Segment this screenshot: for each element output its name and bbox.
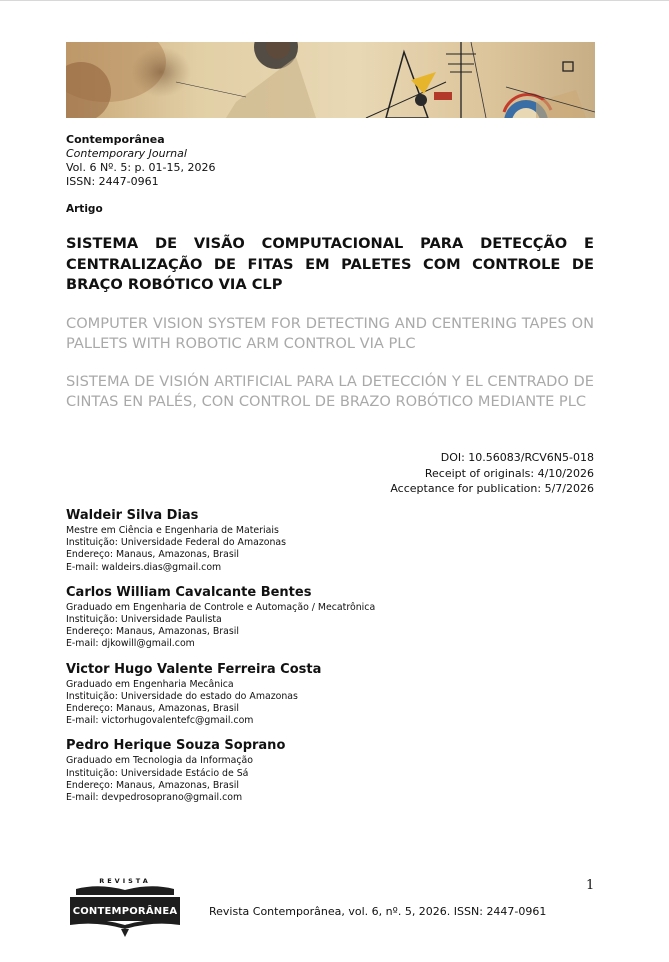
author-block <box>66 661 606 728</box>
title-spanish: SISTEMA DE VISIÓN ARTIFICIAL PARA LA DETECCIÓN Y EL CENTRADO DE CINTAS EN PALÉS, CON CONTROL DE BRAZO ROBÓTICO MEDIANTE PLC <box>66 373 594 410</box>
page-number: 1 <box>586 878 595 893</box>
author-block <box>66 737 606 804</box>
author-list <box>66 507 606 814</box>
author-block <box>66 507 606 574</box>
abstract-painting-image <box>66 42 595 118</box>
author-email[interactable]: E-mail: waldeirs.dias@gmail.com <box>66 561 222 573</box>
acceptance-date: Acceptance for publication: 5/7/2026 <box>390 482 594 495</box>
journal-volume: Vol. 6 Nº. 5: p. 01-15, 2026 <box>66 161 216 174</box>
author-email[interactable]: E-mail: devpedrosoprano@gmail.com <box>66 792 243 804</box>
author-institution: Instituição: Universidade Federal do Amazonas <box>66 537 287 549</box>
author-degree: Graduado em Tecnologia da Informação <box>66 755 254 767</box>
author-degree: Mestre em Ciência e Engenharia de Materiais <box>66 525 279 536</box>
journal-name: Contemporânea <box>66 133 165 146</box>
author-email[interactable]: E-mail: djkowill@gmail.com <box>66 638 195 650</box>
author-institution: Instituição: Universidade Paulista <box>66 614 222 626</box>
footer-citation: Revista Contemporânea, vol. 6, nº. 5, 2026. ISSN: 2447-0961 <box>209 905 547 918</box>
title-portuguese: SISTEMA DE VISÃO COMPUTACIONAL PARA DETECÇÃO E CENTRALIZAÇÃO DE FITAS EM PALETES COM CONTROLE DE BRAÇO ROBÓTICO VIA CLP <box>66 235 594 293</box>
author-degree: Graduado em Engenharia de Controle e Automação / Mecatrônica <box>66 601 376 613</box>
publication-meta <box>390 450 594 497</box>
author-address: Endereço: Manaus, Amazonas, Brasil <box>66 779 239 791</box>
top-rule <box>0 0 669 1</box>
journal-subtitle: Contemporary Journal <box>66 147 187 160</box>
receipt-date: Receipt of originals: 4/10/2026 <box>424 466 594 480</box>
author-email[interactable]: E-mail: victorhugovalentefc@gmail.com <box>66 715 254 727</box>
logo-top-word: REVISTA <box>99 877 151 885</box>
author-institution: Instituição: Universidade Estácio de Sá <box>66 767 249 779</box>
article-type-label: Artigo <box>66 203 103 215</box>
author-name: Carlos William Cavalcante Bentes <box>66 584 312 600</box>
title-english: COMPUTER VISION SYSTEM FOR DETECTING AND CENTERING TAPES ON PALLETS WITH ROBOTIC ARM CONTROL VIA PLC <box>66 315 594 352</box>
author-address: Endereço: Manaus, Amazonas, Brasil <box>66 549 239 561</box>
journal-logo <box>64 877 186 939</box>
author-name: Waldeir Silva Dias <box>66 508 199 523</box>
header-artwork-banner <box>66 42 595 118</box>
author-name: Pedro Herique Souza Soprano <box>66 738 286 754</box>
author-degree: Graduado em Engenharia Mecânica <box>66 678 234 690</box>
journal-issn: ISSN: 2447-0961 <box>66 175 159 188</box>
author-block <box>66 584 606 651</box>
author-address: Endereço: Manaus, Amazonas, Brasil <box>66 626 239 638</box>
logo-main-word: CONTEMPORÂNEA <box>72 906 178 917</box>
journal-info <box>66 133 215 189</box>
author-institution: Instituição: Universidade do estado do Amazonas <box>66 690 298 702</box>
doi-link[interactable]: DOI: 10.56083/RCV6N5-018 <box>440 451 594 464</box>
author-name: Victor Hugo Valente Ferreira Costa <box>66 661 322 677</box>
author-address: Endereço: Manaus, Amazonas, Brasil <box>66 703 239 715</box>
